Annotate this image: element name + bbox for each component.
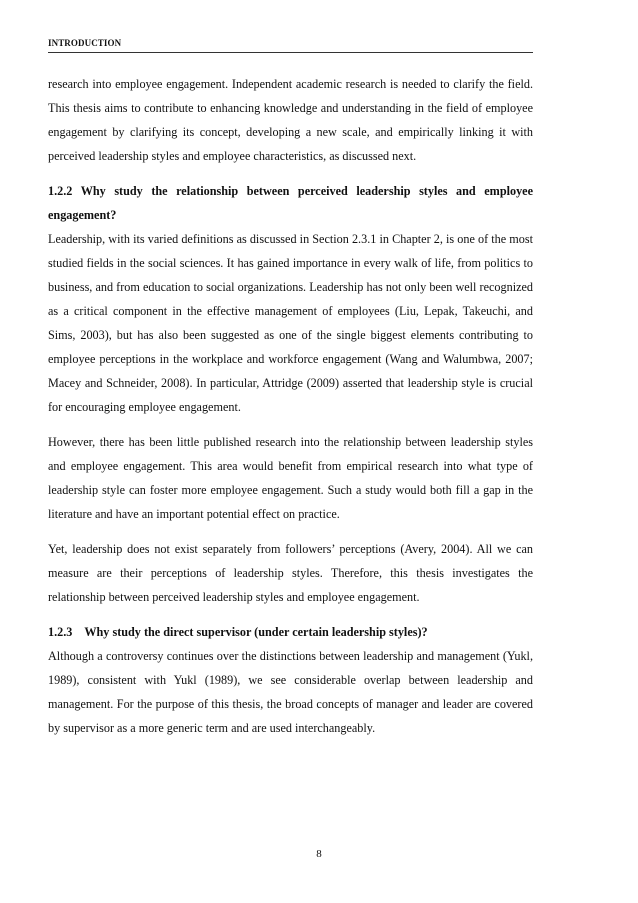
- page-body: [48, 72, 533, 751]
- section-heading-1-2-2: 1.2.2 Why study the relationship between perceived leadership styles and employee engagement?: [48, 184, 533, 222]
- paragraph-leadership-vs-management: Although a controversy continues over the distinctions between leadership and management (Yukl, 1989), consistent with Yukl (1989), we see considerable overlap between leadership and management. For the purpose of this thesis, the broad concepts of manager and leader are covered by supervisor as a more generic term and are used interchangeably.: [48, 649, 533, 735]
- paragraph-continuation: research into employee engagement. Independent academic research is needed to clarify the field. This thesis aims to contribute to enhancing knowledge and understanding in the field of employee engagement by clarifying its concept, developing a new scale, and empirically linking it with perceived leadership styles and employee characteristics, as discussed next.: [48, 77, 533, 163]
- paragraph-follower-perceptions: Yet, leadership does not exist separately from followers’ perceptions (Avery, 2004). All we can measure are their perceptions of leadership styles. Therefore, this thesis investigates the relationship between perceived leadership styles and employee engagement.: [48, 542, 533, 604]
- running-header: INTRODUCTION: [48, 38, 533, 53]
- paragraph-research-gap: However, there has been little published research into the relationship between leadership styles and employee engagement. This area would benefit from empirical research into what type of leadership style can foster more employee engagement. Such a study would both fill a gap in the literature and have an important potential effect on practice.: [48, 435, 533, 521]
- paragraph-leadership-definitions: Leadership, with its varied definitions as discussed in Section 2.3.1 in Chapter 2, is one of the most studied fields in the social sciences. It has gained importance in every walk of life, from politics to business, and from education to social organizations. Leadership has not only been well recognized as a critical component in the effective management of employees (Liu, Lepak, Takeuchi, and Sims, 2003), but has also been suggested as one of the single biggest elements contributing to employee perceptions in the workplace and workforce engagement (Wang and Walumbwa, 2007; Macey and Schneider, 2008). In particular, Attridge (2009) asserted that leadership style is crucial for encouraging employee engagement.: [48, 232, 533, 414]
- page-number: 8: [316, 848, 322, 860]
- section-heading-1-2-3: 1.2.3 Why study the direct supervisor (under certain leadership styles)?: [48, 625, 428, 639]
